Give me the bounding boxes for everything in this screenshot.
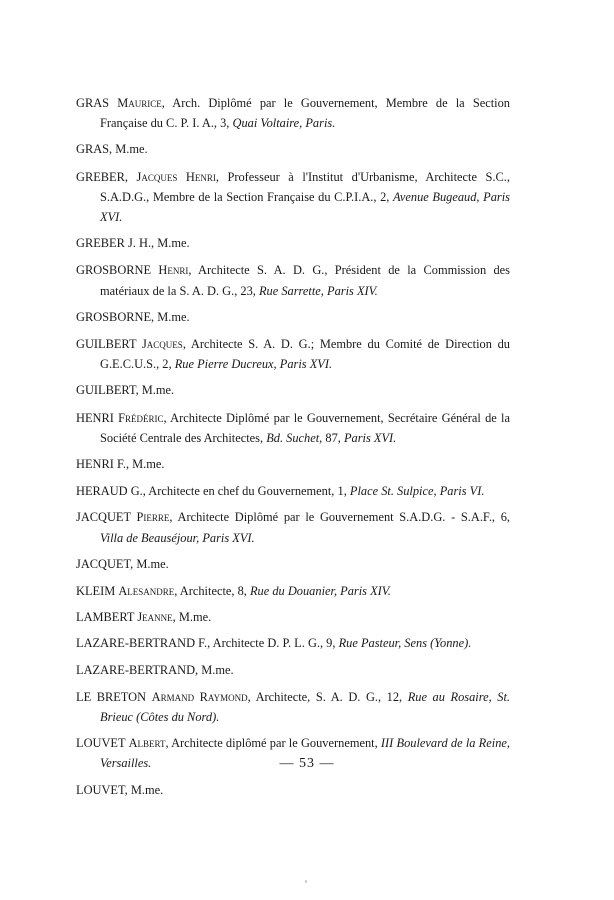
directory-entry xyxy=(76,687,510,727)
paper-speck xyxy=(305,880,307,883)
entry-text: LAZARE-BERTRAND F., Architecte D. P. L. G., 9, xyxy=(76,636,339,651)
entry-given-name: Jeanne xyxy=(137,610,173,625)
directory-entry xyxy=(76,780,510,800)
entry-address: Rue Pasteur, Sens (Yonne). xyxy=(338,636,472,651)
entry-address: Rue Pierre Ducreux, Paris XVI. xyxy=(174,357,333,372)
directory-entry xyxy=(76,93,510,133)
entry-text: KLEIM xyxy=(76,584,119,599)
entry-text: JACQUET, M.me. xyxy=(76,556,169,571)
entry-given-name: Frédéric xyxy=(118,410,164,425)
directory-entry xyxy=(76,660,510,680)
entry-given-name: Alesandre xyxy=(118,584,175,599)
directory-entry xyxy=(76,139,510,159)
entry-given-name: Pierre xyxy=(136,510,170,525)
entry-text: GUILBERT, M.me. xyxy=(76,383,175,398)
directory-entry xyxy=(76,334,510,374)
entry-text: LOUVET xyxy=(76,736,129,751)
directory-entry xyxy=(76,481,510,501)
entry-text: , Architecte S. A. D. G., Président de la Commission des matériaux de la S. A. D. G., 23, xyxy=(100,263,510,298)
directory-entry xyxy=(76,454,510,474)
directory-entry xyxy=(76,607,510,627)
entry-given-name: Jacques Henri xyxy=(136,169,216,184)
entry-text: GUILBERT xyxy=(76,337,142,352)
entry-text: , Architecte S. A. D. G.; Membre du Comité de Direction du G.E.C.U.S., 2, xyxy=(100,337,510,372)
entry-text: , Architecte Diplômé par le Gouvernement S.A.D.G. - S.A.F., 6, xyxy=(169,510,510,525)
directory-entry xyxy=(76,167,510,228)
entry-text: HENRI xyxy=(76,410,119,425)
directory-entry xyxy=(76,554,510,574)
entry-text: , Arch. Diplômé par le Gouvernement, Membre de la Section Française du C. P. I. A., 3, xyxy=(100,96,510,131)
entry-address: Place St. Sulpice, Paris VI. xyxy=(349,484,485,499)
entry-text: JACQUET xyxy=(76,510,137,525)
entry-text: GREBER J. H., M.me. xyxy=(76,236,190,251)
directory-entry xyxy=(76,581,510,601)
entry-given-name: Jacques xyxy=(141,337,183,352)
entry-text: LE BRETON xyxy=(76,689,152,704)
directory-entry xyxy=(76,260,510,300)
entry-address: Rue au Rosaire, St. Brieuc (Côtes du Nord). xyxy=(100,689,510,725)
directory-entry xyxy=(76,633,510,653)
entry-text: GRAS, M.me. xyxy=(76,142,148,157)
entry-text: , Architecte Diplômé par le Gouvernement, Secrétaire Général de la Société Centrale des Architectes, xyxy=(100,410,510,445)
directory-page xyxy=(76,93,510,807)
entry-address: Avenue Bugeaud, Paris XVI. xyxy=(100,189,510,225)
entry-address: Rue Sarrette, Paris XIV. xyxy=(258,283,378,298)
entry-address: Rue du Douanier, Paris XIV. xyxy=(249,584,391,599)
entry-text: GRAS xyxy=(76,96,118,110)
entry-text: LOUVET, M.me. xyxy=(76,782,164,797)
entry-given-name: Albert xyxy=(128,736,166,751)
directory-entry xyxy=(76,233,510,253)
entry-text: , Professeur à l'Institut d'Urbanisme, Architecte S.C., S.A.D.G., Membre de la Section Française du C.P.I.A., 2, xyxy=(100,169,510,204)
directory-entry xyxy=(76,408,510,448)
entry-given-name: Armand Raymond xyxy=(151,689,248,704)
entry-text: GROSBORNE xyxy=(76,263,159,278)
directory-entry xyxy=(76,307,510,327)
entry-given-name: Henri xyxy=(158,263,189,278)
entry-address: Paris XVI. xyxy=(343,430,397,445)
entry-text: HERAUD G., Architecte en chef du Gouvernement, 1, xyxy=(76,484,350,499)
entry-text: GREBER, xyxy=(76,169,137,184)
entry-text: , M.me. xyxy=(172,610,212,625)
entry-given-name: Maurice xyxy=(117,96,162,110)
entry-text: LAMBERT xyxy=(76,610,138,625)
entry-address: III Boulevard de la Reine, Versailles. xyxy=(100,736,510,771)
entry-text: HENRI F., M.me. xyxy=(76,457,165,472)
directory-entry xyxy=(76,380,510,400)
entry-text: 87, xyxy=(322,430,344,445)
page-number: — 53 — xyxy=(279,756,335,771)
entry-text: , Architecte, 8, xyxy=(174,584,250,599)
entry-address: Villa de Beauséjour, Paris XVI. xyxy=(100,530,255,545)
entry-address: Quai Voltaire, Paris. xyxy=(232,116,336,131)
entry-text: GROSBORNE, M.me. xyxy=(76,309,190,324)
entry-address: Bd. Suchet, xyxy=(266,430,323,445)
entry-text: , Architecte, S. A. D. G., 12, xyxy=(247,689,408,704)
entry-text: , Architecte diplômé par le Gouvernement, xyxy=(165,736,381,751)
entry-text: LAZARE-BERTRAND, M.me. xyxy=(76,662,234,677)
directory-entry xyxy=(76,507,510,547)
